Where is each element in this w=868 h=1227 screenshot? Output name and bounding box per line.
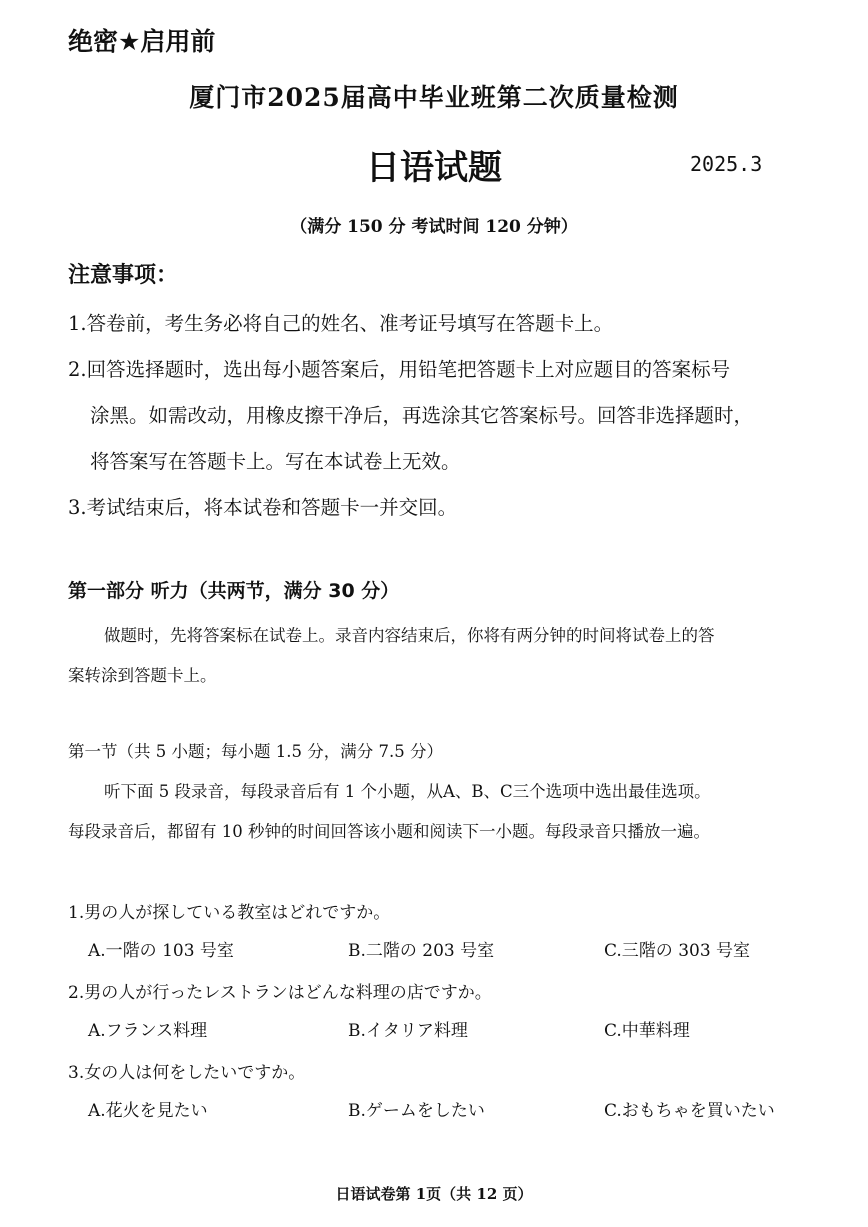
part1-intro: 做题时，先将答案标在试卷上。录音内容结束后，你将有两分钟的时间将试卷上的答 (104, 626, 715, 645)
score-time-info: （满分 150 分 考试时间 120 分钟） (290, 217, 578, 237)
question-text: 2.男の人が行ったレストランはどんな料理の店ですか。 (68, 983, 492, 1003)
exam-title: 厦门市2025届高中毕业班第二次质量检测 (189, 83, 679, 112)
question-text: 3.女の人は何をしたいですか。 (68, 1063, 306, 1083)
notice-item: 3.考试结束后，将本试卷和答题卡一并交回。 (68, 496, 458, 519)
option-a: A.花火を見たい (88, 1101, 208, 1121)
option-a: A.一階の 103 号室 (88, 941, 234, 961)
option-a: A.フランス料理 (88, 1021, 208, 1041)
notice-item: 2.回答选择题时，选出每小题答案后，用铅笔把答题卡上对应题目的答案标号 (68, 358, 731, 381)
question-text: 1.男の人が探している教室はどれですか。 (68, 903, 391, 923)
confidential-mark: 绝密★启用前 (68, 27, 216, 56)
subject-title: 日语试题 (366, 148, 502, 188)
section1-heading: 第一节（共 5 小题；每小题 1.5 分，满分 7.5 分） (68, 742, 443, 761)
section1-intro: 每段录音后，都留有 10 秒钟的时间回答该小题和阅读下一小题。每段录音只播放一遍。 (68, 822, 710, 841)
section1-intro: 听下面 5 段录音，每段录音后有 1 个小题，从A、B、C三个选项中选出最佳选项。 (104, 782, 711, 801)
page-footer: 日语试卷第 1页（共 12 页） (335, 1185, 533, 1203)
option-b: B.二階の 203 号室 (348, 941, 495, 961)
notice-item: 涂黑。如需改动，用橡皮擦干净后，再选涂其它答案标号。回答非选择题时， (90, 404, 754, 427)
exam-date: 2025.3 (690, 152, 763, 176)
part1-heading: 第一部分 听力（共两节，满分 30 分） (68, 580, 400, 602)
option-c: C.三階の 303 号室 (604, 941, 751, 961)
notice-item: 将答案写在答题卡上。写在本试卷上无效。 (90, 450, 461, 473)
notice-heading: 注意事项： (68, 263, 179, 288)
option-c: C.中華料理 (604, 1021, 690, 1041)
option-b: B.イタリア料理 (348, 1021, 468, 1041)
option-b: B.ゲームをしたい (348, 1101, 485, 1121)
option-c: C.おもちゃを買いたい (604, 1101, 775, 1121)
part1-intro: 案转涂到答题卡上。 (68, 666, 217, 685)
notice-item: 1.答卷前，考生务必将自己的姓名、准考证号填写在答题卡上。 (68, 312, 614, 335)
